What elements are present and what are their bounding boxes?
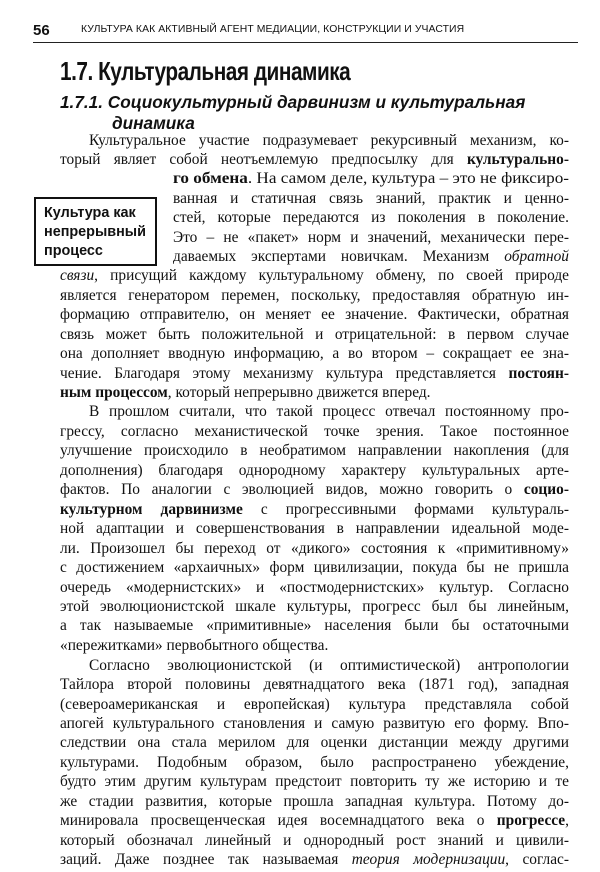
body-line	[60, 481, 569, 499]
body-line	[60, 676, 569, 694]
body-line	[60, 306, 569, 324]
body-line	[60, 579, 569, 597]
text-run: . На самом деле, культура – это не фиксиро-	[247, 170, 569, 187]
text-run: , который непрерывно движется вперед.	[167, 384, 431, 401]
body-line	[60, 345, 569, 363]
text-run: связи	[60, 267, 95, 284]
text-run: фактов. По аналогии с эволюцией видов, можно говорить о	[60, 481, 524, 498]
body-line	[60, 442, 569, 460]
running-title: КУЛЬТУРА КАК АКТИВНЫЙ АГЕНТ МЕДИАЦИИ, КОНСТРУКЦИИ И УЧАСТИЯ	[81, 24, 465, 35]
body-line	[60, 715, 569, 733]
text-run: Это – не «пакет» норм и значений, механически пере-	[173, 229, 569, 246]
body-line	[60, 598, 569, 616]
text-run: В прошлом считали, что такой процесс отвечал постоянному про-	[89, 403, 569, 420]
text-run: ли. Произошел бы переход от «дикого» состояния к «примитивному»	[60, 540, 569, 557]
text-run: торый являет собой неотъемлемую предпосылку для	[60, 151, 467, 168]
text-run: культурами. Подобным образом, было распространено убеждение,	[60, 754, 569, 771]
text-run: минировала просвещенческая идея восемнадцатого века о	[60, 812, 497, 829]
text-run: (североамериканская и европейская) культура представляла собой	[60, 696, 569, 713]
body-line	[60, 812, 569, 830]
subsection-title-line2: динамика	[112, 113, 195, 133]
text-run: постоян-	[508, 365, 569, 382]
running-header	[33, 22, 578, 43]
subsection-title	[60, 92, 580, 134]
text-run: ной адаптации и совершенствования в направлении идеальной моде-	[60, 520, 569, 537]
text-run: ванная и статичная связь знаний, практик и ценно-	[173, 190, 569, 207]
text-run: который обозначал линейный и однородный рост знаний и цивили-	[60, 832, 569, 849]
body-line	[60, 793, 569, 811]
body-line	[173, 170, 569, 188]
text-run: а так называемые «примитивные» населения были бы остаточными	[60, 617, 569, 634]
body-line	[89, 132, 569, 150]
text-run: ,	[565, 812, 569, 829]
text-run: заций. Даже позднее так называемая	[60, 851, 352, 868]
text-run: будто этим другим культурам предстоит повторить ту же историю и те	[60, 773, 569, 790]
body-line	[89, 403, 569, 421]
body-line	[60, 540, 569, 558]
text-run: грессу, согласно механистической точке зрения. Такое постоянное	[60, 423, 569, 440]
text-run: очередь «модернистских» и «постмодернистских» культур. Согласно	[60, 579, 569, 596]
text-run: Культуральное участие подразумевает рекурсивный механизм, ко-	[89, 132, 569, 149]
text-run: культурально-	[466, 151, 569, 168]
body-line	[60, 832, 569, 850]
text-run: культурном дарвинизме	[60, 501, 243, 518]
body-line	[60, 617, 569, 635]
text-run: с достижением «архаичных» форм цивилизации, покуда бы не пришла	[60, 559, 569, 576]
sidebar-note-box	[34, 197, 157, 266]
text-run: социо-	[523, 481, 569, 498]
body-line	[60, 326, 569, 344]
body-line	[60, 559, 569, 577]
text-run: Тайлора второй половины девятнадцатого века (1871 год), западная	[60, 676, 569, 693]
text-run: «пережитками» первобытного общества.	[60, 637, 329, 654]
text-run: дополнения) благодаря однородному характеру культуральных арте-	[60, 462, 569, 479]
text-run: прогрессе	[496, 812, 566, 829]
text-run: формацию отправителю, он меняет ее значение. Фактически, обратная	[60, 306, 569, 323]
body-line	[60, 851, 569, 869]
text-run: ным процессом	[60, 384, 168, 401]
text-run: этой эволюционистской шкале культуры, прогресс был бы линейным,	[60, 598, 569, 615]
text-run: стей, которые передаются из поколения в поколение.	[173, 209, 569, 226]
text-run: го обмена	[173, 170, 248, 187]
body-line	[60, 462, 569, 480]
body-line	[60, 423, 569, 441]
text-run: чение. Благодаря этому механизму культура представляется	[60, 365, 509, 382]
body-line	[60, 734, 569, 752]
text-run: , соглас-	[505, 851, 569, 868]
body-line	[60, 151, 569, 169]
body-line	[60, 637, 328, 655]
text-run: улучшение происходило в необратимом направлении накопления (для	[60, 442, 569, 459]
text-run: обратной	[504, 248, 569, 265]
body-line	[173, 248, 569, 266]
text-run: с прогрессивными формами культураль-	[242, 501, 569, 518]
body-line	[60, 754, 569, 772]
body-line	[173, 209, 569, 227]
text-run: же стадии развития, которые прошла западная культура. Потому до-	[60, 793, 569, 810]
sidebar-note-text: Культура как непрерывный процесс	[44, 205, 146, 259]
subsection-title-line1: 1.7.1. Социокультурный дарвинизм и культуральная	[60, 92, 526, 112]
section-title: 1.7. Культуральная динамика	[60, 56, 351, 86]
body-line	[173, 229, 569, 247]
text-run: связь может быть положительной и отрицательной: в первом случае	[60, 326, 569, 343]
text-run: теория модернизации	[351, 851, 506, 868]
body-line	[60, 520, 569, 538]
text-run: Согласно эволюционистской (и оптимистической) антропологии	[89, 657, 569, 674]
body-line	[60, 384, 431, 402]
text-run: является генератором перемен, поскольку, предоставляя обратную ин-	[60, 287, 569, 304]
body-line	[60, 267, 569, 285]
body-line	[60, 287, 569, 305]
body-line	[60, 696, 569, 714]
body-line	[60, 365, 569, 383]
text-run: даваемых экспертами новичкам. Механизм	[173, 248, 505, 265]
body-line	[60, 501, 569, 519]
page-number: 56	[33, 22, 50, 39]
body-line	[173, 190, 569, 208]
text-run: она дополняет вводную информацию, а во втором – сокращает ее зна-	[60, 345, 569, 362]
body-line	[89, 657, 569, 675]
text-run: следствии она стала мерилом для оценки дистанции между другими	[60, 734, 569, 751]
text-run: , присущий каждому культуральному обмену, по своей природе	[94, 267, 569, 284]
body-line	[60, 773, 569, 791]
text-run: апогей культурального становления и самую развитую его форму. Впо-	[60, 715, 569, 732]
